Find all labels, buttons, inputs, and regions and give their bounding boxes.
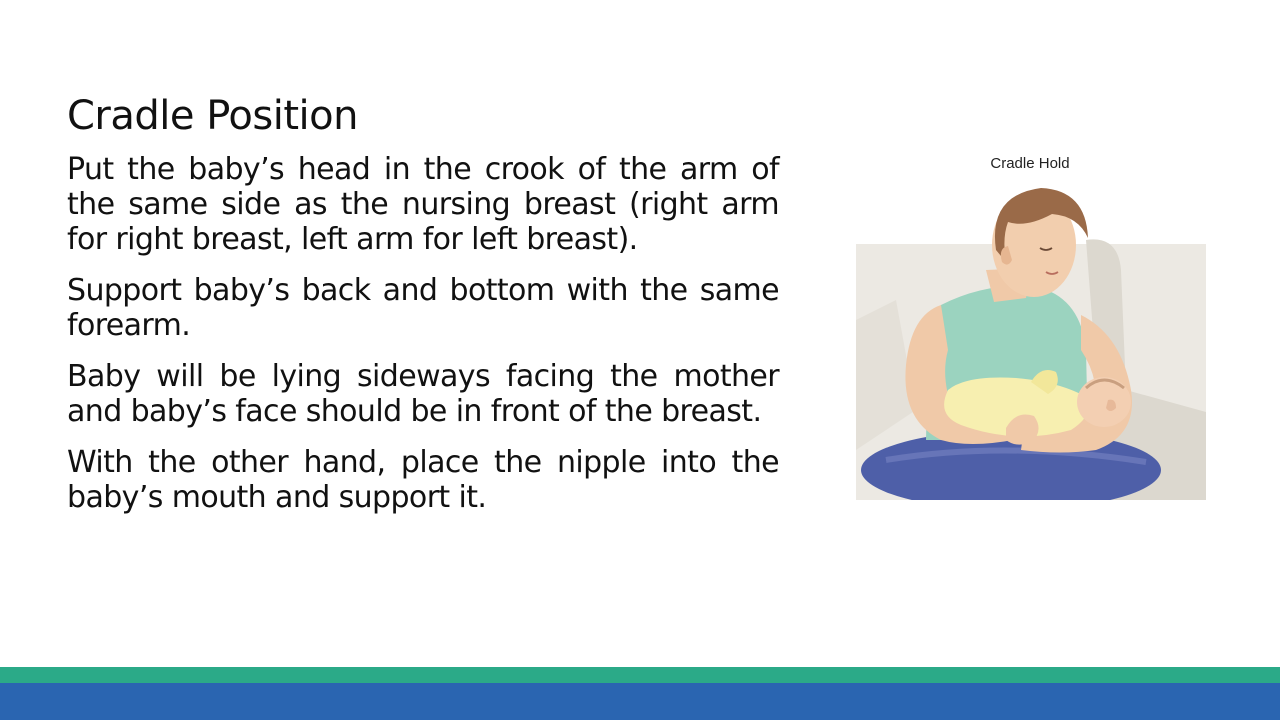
slide-title: Cradle Position <box>67 93 358 139</box>
paragraph-support-back: Support baby’s back and bottom with the same forearm. <box>67 273 779 343</box>
paragraph-baby-position: Baby will be lying sideways facing the mother and baby’s face should be in front of the breast. <box>67 359 779 429</box>
cradle-hold-drawing <box>856 150 1206 500</box>
paragraph-head-placement: Put the baby’s head in the crook of the arm of the same side as the nursing breast (right arm for right breast, left arm for left breast). <box>67 152 779 257</box>
slide-body <box>67 152 779 531</box>
paragraph-nipple-placement: With the other hand, place the nipple into the baby’s mouth and support it. <box>67 445 779 515</box>
footer-accent-bar-blue <box>0 683 1280 720</box>
footer-accent-bar-green <box>0 667 1280 683</box>
cradle-hold-illustration <box>856 150 1206 500</box>
baby-head <box>1077 377 1131 427</box>
illustration-caption: Cradle Hold <box>990 155 1070 172</box>
